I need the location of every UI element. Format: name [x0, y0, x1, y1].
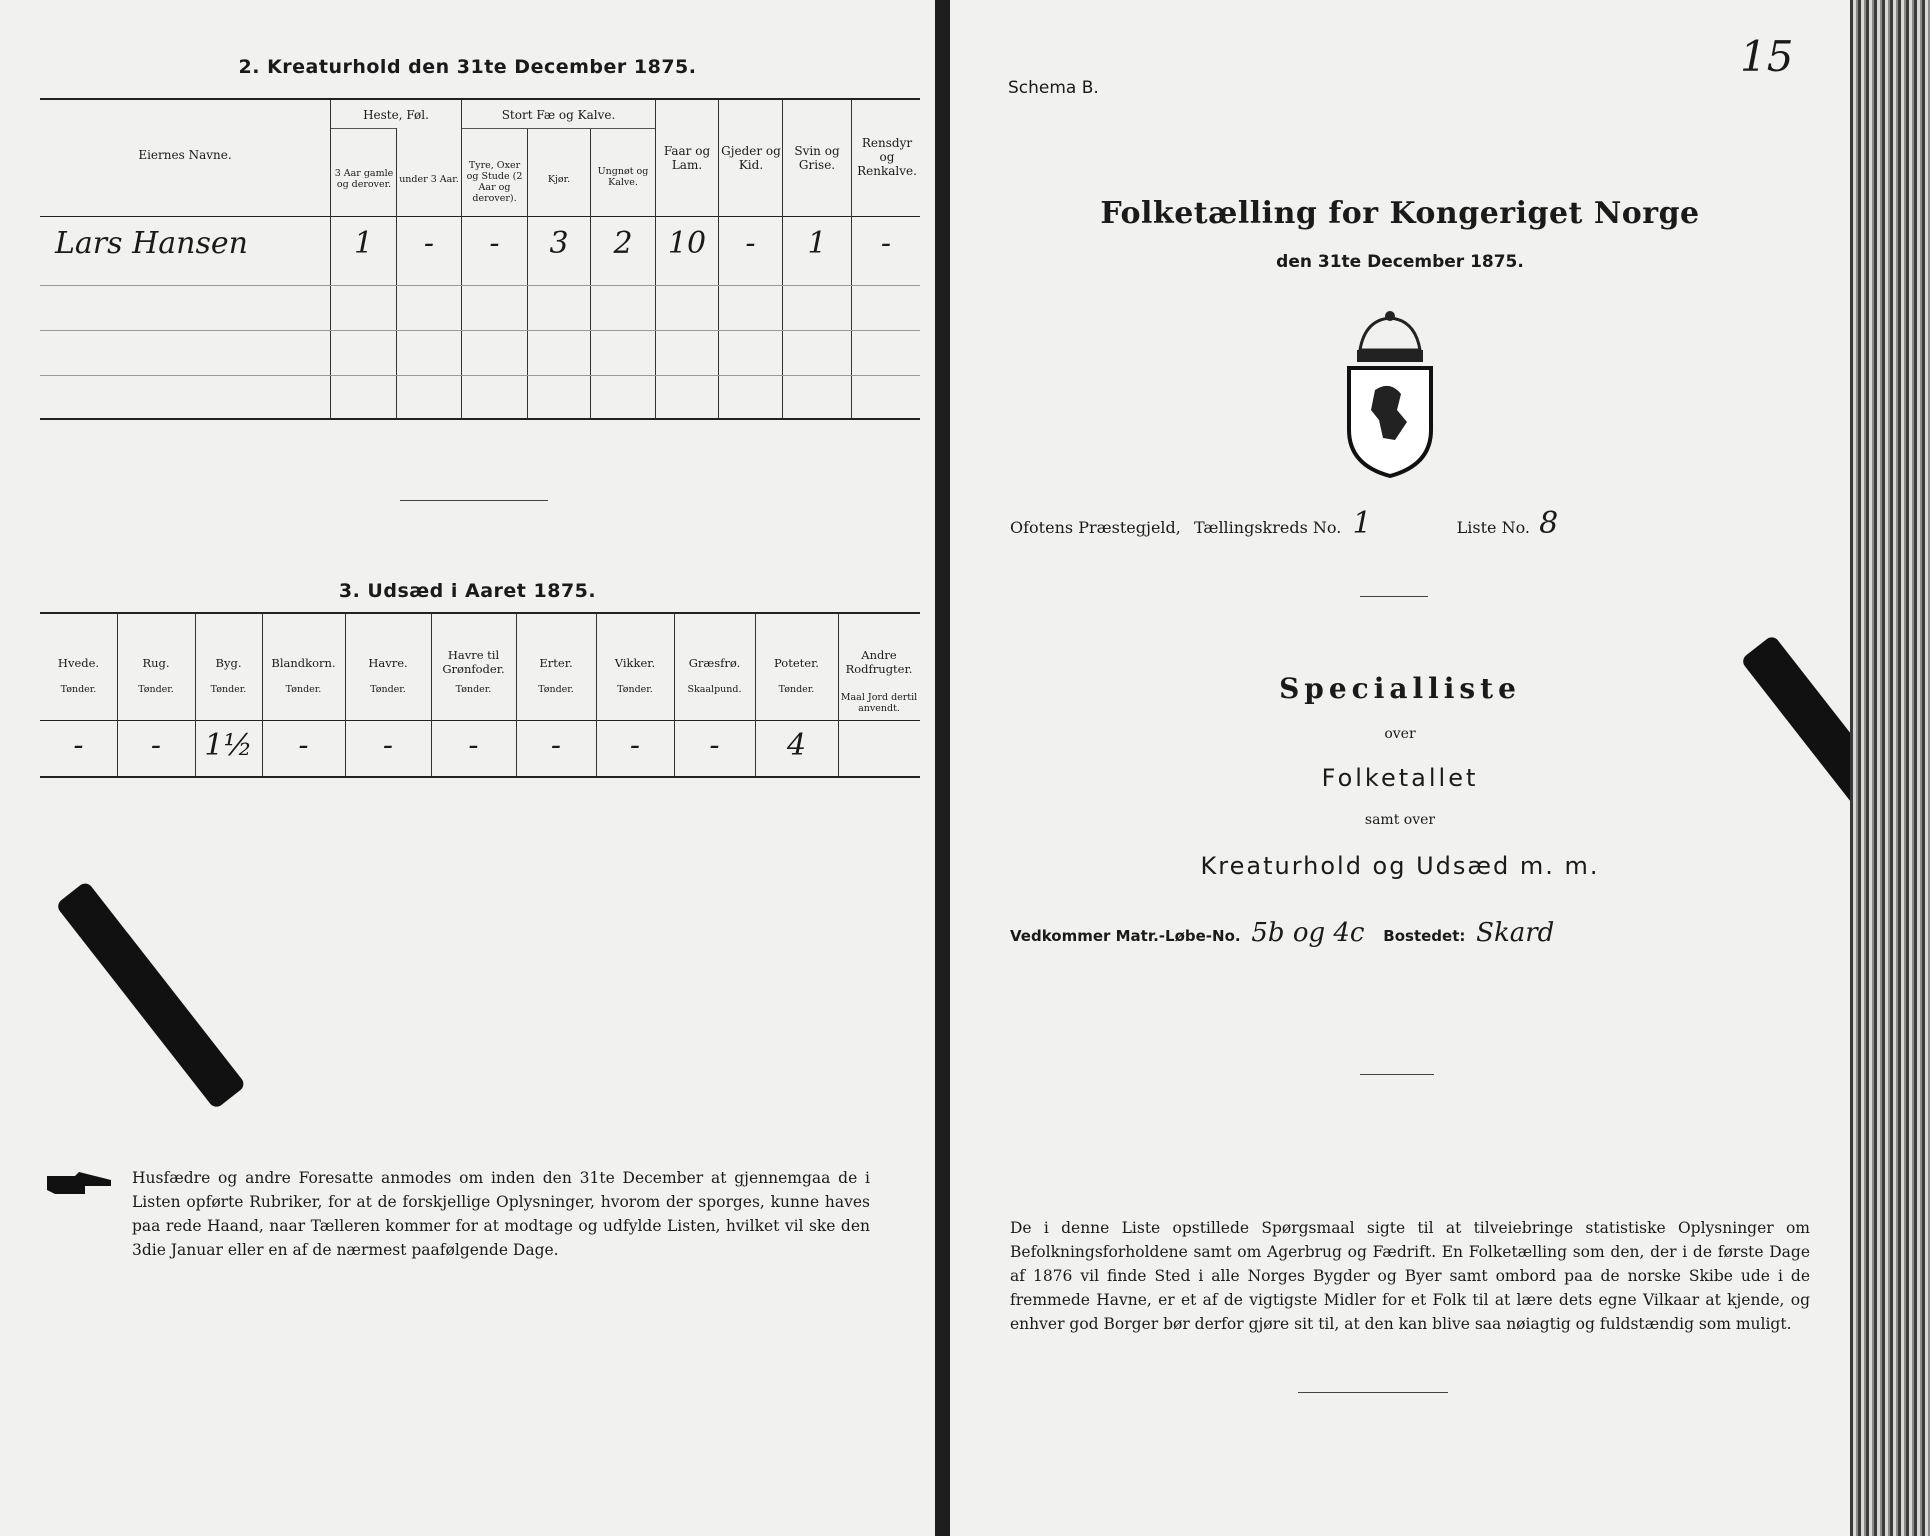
main-title: Folketælling for Kongeriget Norge — [1100, 196, 1700, 231]
t2-header-rensdyr: Rensdyr og Renkalve. — [857, 136, 917, 178]
table2-header-rule — [40, 216, 920, 217]
page-edge-stack — [1850, 0, 1930, 1536]
t3-header-name: Byg. — [215, 656, 242, 670]
district-line — [1010, 506, 1830, 541]
krets-label: Tællingskreds No. — [1193, 518, 1342, 537]
t3-header-name: Blandkorn. — [271, 656, 336, 670]
t3-header-unit: Maal Jord dertil anvendt. — [840, 692, 918, 714]
main-date: den 31te December 1875. — [1276, 252, 1524, 272]
pointing-hand-icon — [45, 1170, 115, 1198]
t3-header-name: Vikker. — [614, 656, 656, 670]
t3-header-name: Poteter. — [774, 656, 819, 670]
t2-header-heste: Heste, Føl. — [363, 108, 429, 122]
t3-header-name: Havre. — [368, 656, 408, 670]
liste-value: 8 — [1539, 506, 1559, 541]
t3-header-unit: Skaalpund. — [687, 684, 742, 695]
t3-header-unit: Tønder. — [538, 684, 574, 695]
black-marker-strip — [55, 880, 247, 1110]
t2-val-heste-3up: 1 — [353, 226, 374, 261]
t2-val-svin: 1 — [807, 226, 827, 261]
matr-line — [1010, 918, 1554, 948]
t3-value: - — [468, 728, 479, 763]
left-notice-text: Husfædre og andre Foresatte anmodes om inden den 31te December at gjennemgaa de i Listen opførte Rubriker, for at de forskjellige Oplysninger, hvorom der sporges, kunne haves paa rede Haand, naar Tælleren kommer for at modtage og udfylde Listen, hvilket vil ske den 3die Januar eller en af de nærmest paafølgende Dage. — [132, 1169, 870, 1259]
t3-value: - — [382, 728, 394, 763]
krets-value: 1 — [1352, 506, 1372, 541]
t3-value: - — [709, 728, 720, 763]
t3-header-unit: Tønder. — [60, 684, 97, 695]
t3-header-name: Andre Rodfrugter. — [845, 648, 913, 676]
t2-val-faar: 10 — [667, 226, 707, 261]
t2-header-tyre: Tyre, Oxer og Stude (2 Aar og derover). — [466, 160, 523, 204]
t2-header-heste-3up: 3 Aar gamle og derover. — [334, 168, 394, 190]
t3-header-unit: Tønder. — [778, 684, 815, 695]
separator-rule — [1298, 1392, 1448, 1393]
table3-header-rule — [40, 720, 920, 721]
t2-val-kjor: 3 — [549, 226, 569, 261]
t2-header-stortfae: Stort Fæ og Kalve. — [501, 108, 616, 122]
table2-bottom-rule — [40, 418, 920, 420]
t3-header-name: Erter. — [539, 656, 573, 670]
t2-header-owner: Eiernes Navne. — [138, 148, 232, 162]
t3-header-name: Hvede. — [57, 656, 100, 670]
t2-header-ungnot: Ungnøt og Kalve. — [597, 166, 649, 188]
t3-header-unit: Tønder. — [617, 684, 653, 695]
separator-rule — [1360, 1074, 1434, 1075]
t2-val-gjeder: - — [745, 226, 756, 261]
t2-val-tyre: - — [489, 226, 500, 261]
t3-header-unit: Tønder. — [455, 684, 492, 695]
t2-header-gjeder: Gjeder og Kid. — [721, 144, 781, 172]
t2-row-rule — [40, 330, 920, 331]
liste-label: Liste No. — [1456, 518, 1530, 537]
t3-value: - — [298, 728, 309, 763]
schema-label: Schema B. — [1008, 78, 1099, 98]
section2-title: 2. Kreaturhold den 31te December 1875. — [238, 56, 697, 78]
right-notice-text: De i denne Liste opstillede Spørgsmaal sigte til at tilveiebringe statistiske Oplysninger om Befolkningsforholdene samt om Agerbrug og Fædrift. En Folketælling som den, der i de første Dage af 1876 vil finde Sted i alle Norges Bygder og Byer samt ombord paa de norske Skibe ude i de fremmede Havne, er et af de vigtigste Midler for et Folk til at lære dets egne Vilkaar at kjende, og enhver god Borger bør derfor gjøre sit til, at den kan blive saa nøiagtig og fuldstændig som muligt. — [1010, 1219, 1810, 1333]
bosted-label: Bostedet: — [1383, 927, 1466, 945]
t3-header-unit: Tønder. — [285, 684, 322, 695]
table2-top-rule — [40, 98, 920, 100]
t3-header-unit: Tønder. — [370, 684, 406, 695]
separator-rule — [1360, 596, 1428, 597]
bosted-value: Skard — [1476, 918, 1555, 948]
t2-val-rensdyr: - — [880, 226, 892, 261]
book-gutter — [935, 0, 950, 1536]
t2-header-faar: Faar og Lam. — [663, 144, 711, 172]
parish-label: Præstegjeld, — [1078, 518, 1181, 537]
t2-sub-rule — [462, 128, 655, 129]
right-page — [950, 0, 1850, 1536]
parish-name: Ofotens — [1010, 518, 1074, 537]
t2-row-rule — [40, 285, 920, 286]
t3-value: - — [150, 728, 162, 763]
left-page — [0, 0, 935, 1536]
t3-value: - — [550, 728, 562, 763]
folketallet-label: Folketallet — [1321, 764, 1479, 792]
special-title: Specialliste — [1279, 672, 1521, 705]
matr-label: Vedkommer Matr.-Løbe-No. — [1010, 927, 1241, 945]
t3-header-name: Rug. — [142, 656, 170, 670]
t2-owner-name: Lars Hansen — [55, 226, 248, 261]
t2-header-heste-under3: under 3 Aar. — [399, 174, 459, 185]
t3-header-name: Græsfrø. — [688, 656, 741, 670]
matr-value: 5b og 4c — [1251, 918, 1365, 948]
t3-value: 4 — [786, 728, 807, 763]
t3-value: 1½ — [204, 728, 253, 763]
section3-title: 3. Udsæd i Aaret 1875. — [338, 580, 597, 602]
t3-value: - — [629, 728, 641, 763]
page-number: 15 — [1740, 32, 1794, 81]
over-label: over — [1384, 726, 1416, 742]
t3-header-unit: Tønder. — [138, 684, 174, 695]
t3-header-unit: Tønder. — [210, 684, 247, 695]
table3-bottom-rule — [40, 776, 920, 778]
table3-top-rule — [40, 612, 920, 614]
t3-value: - — [73, 728, 84, 763]
t3-header-name: Havre til Grønfoder. — [442, 648, 505, 676]
t2-header-svin: Svin og Grise. — [794, 144, 840, 172]
coat-of-arms-icon — [1335, 310, 1445, 480]
samt-label: samt over — [1364, 812, 1436, 828]
t2-val-ungnot: 2 — [613, 226, 633, 261]
t2-val-heste-under3: - — [423, 226, 435, 261]
t2-row-rule — [40, 375, 920, 376]
t2-sub-rule — [331, 128, 396, 129]
separator-rule — [400, 500, 548, 501]
kreatur-label: Kreaturhold og Udsæd m. m. — [1200, 852, 1600, 880]
t2-header-kjor: Kjør. — [547, 174, 571, 185]
